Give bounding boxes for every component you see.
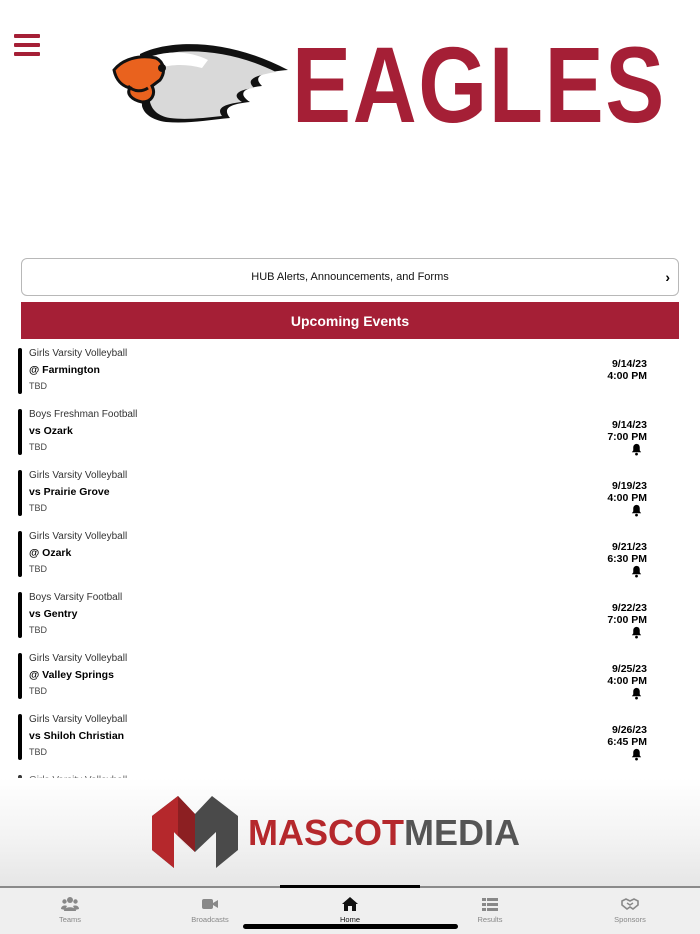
home-indicator <box>243 924 458 929</box>
home-icon <box>341 896 359 912</box>
event-location: TBD <box>29 503 47 513</box>
event-date: 9/14/23 <box>611 358 647 370</box>
event-date: 9/25/23 <box>611 663 647 675</box>
event-location: TBD <box>29 381 47 391</box>
event-date: 9/22/23 <box>611 602 647 614</box>
event-row[interactable] <box>0 589 700 650</box>
event-location: TBD <box>29 747 47 757</box>
sponsor-wordmark[interactable] <box>248 812 520 854</box>
event-team: Girls Varsity Volleyball <box>29 714 128 725</box>
event-opponent: @ Ozark <box>29 547 72 559</box>
event-team: Girls Varsity Volleyball <box>29 531 128 542</box>
chevron-right-icon: › <box>665 269 670 285</box>
event-marker <box>18 653 22 699</box>
event-time: 7:00 PM <box>607 614 647 626</box>
bell-icon[interactable] <box>630 748 643 761</box>
event-row[interactable] <box>0 528 700 589</box>
event-team: Boys Freshman Football <box>29 409 138 420</box>
active-tab-indicator <box>280 885 420 888</box>
event-time: 6:30 PM <box>607 553 647 565</box>
event-marker <box>18 348 22 394</box>
event-date: 9/19/23 <box>611 480 647 492</box>
video-camera-icon <box>201 896 219 912</box>
sponsor-wordmark-part2: MEDIA <box>404 812 520 853</box>
sponsor-wordmark-part1: MASCOT <box>248 812 404 853</box>
bell-icon[interactable] <box>630 443 643 456</box>
tab-label: Teams <box>58 915 82 924</box>
event-opponent: vs Shiloh Christian <box>29 730 125 742</box>
event-marker <box>18 470 22 516</box>
event-time: 4:00 PM <box>607 370 647 382</box>
event-location: TBD <box>29 625 47 635</box>
event-row[interactable] <box>0 711 700 772</box>
event-location: TBD <box>29 442 47 452</box>
mascot-media-logo-icon[interactable] <box>150 792 240 872</box>
tab-label: Results <box>477 915 503 924</box>
bell-icon[interactable] <box>630 565 643 578</box>
eagle-head-icon <box>112 36 292 132</box>
event-opponent: @ Farmington <box>29 364 100 376</box>
upcoming-events-title: Upcoming Events <box>290 312 410 329</box>
event-marker <box>18 409 22 455</box>
event-date: 9/26/23 <box>611 724 647 736</box>
tab-label: Home <box>339 915 360 924</box>
event-time: 4:00 PM <box>607 492 647 504</box>
event-time: 4:00 PM <box>607 675 647 687</box>
event-opponent: vs Ozark <box>29 425 73 437</box>
event-time: 6:45 PM <box>607 736 647 748</box>
brand-wordmark: EAGLES <box>292 24 666 145</box>
bell-icon[interactable] <box>630 504 643 517</box>
list-icon <box>481 896 499 912</box>
bell-icon[interactable] <box>630 626 643 639</box>
upcoming-events-header <box>21 302 679 339</box>
eagles-logo <box>112 24 666 145</box>
hub-alerts-button[interactable] <box>21 258 679 296</box>
event-location: TBD <box>29 564 47 574</box>
event-time: 7:00 PM <box>607 431 647 443</box>
tab-teams[interactable] <box>0 888 140 934</box>
tab-label: Broadcasts <box>191 915 229 924</box>
event-team: Girls Varsity Volleyball <box>29 348 128 359</box>
event-row[interactable] <box>0 406 700 467</box>
event-row[interactable] <box>0 467 700 528</box>
event-date: 9/21/23 <box>611 541 647 553</box>
event-marker <box>18 592 22 638</box>
event-marker <box>18 531 22 577</box>
bell-icon[interactable] <box>630 687 643 700</box>
events-list[interactable] <box>0 345 700 785</box>
event-marker <box>18 714 22 760</box>
event-date: 9/14/23 <box>611 419 647 431</box>
teams-icon <box>61 896 79 912</box>
event-row[interactable] <box>0 650 700 711</box>
event-team: Girls Varsity Volleyball <box>29 470 128 481</box>
event-opponent: @ Valley Springs <box>29 669 114 681</box>
event-opponent: vs Gentry <box>29 608 78 620</box>
handshake-icon <box>621 896 639 912</box>
event-team: Boys Varsity Football <box>29 592 123 603</box>
event-opponent: vs Prairie Grove <box>29 486 110 498</box>
hamburger-menu-icon[interactable] <box>14 34 40 58</box>
hub-alerts-label: HUB Alerts, Announcements, and Forms <box>251 271 449 283</box>
tab-label: Sponsors <box>614 915 646 924</box>
event-location: TBD <box>29 686 47 696</box>
tab-sponsors[interactable] <box>560 888 700 934</box>
event-team: Girls Varsity Volleyball <box>29 653 128 664</box>
event-row[interactable] <box>0 345 700 406</box>
